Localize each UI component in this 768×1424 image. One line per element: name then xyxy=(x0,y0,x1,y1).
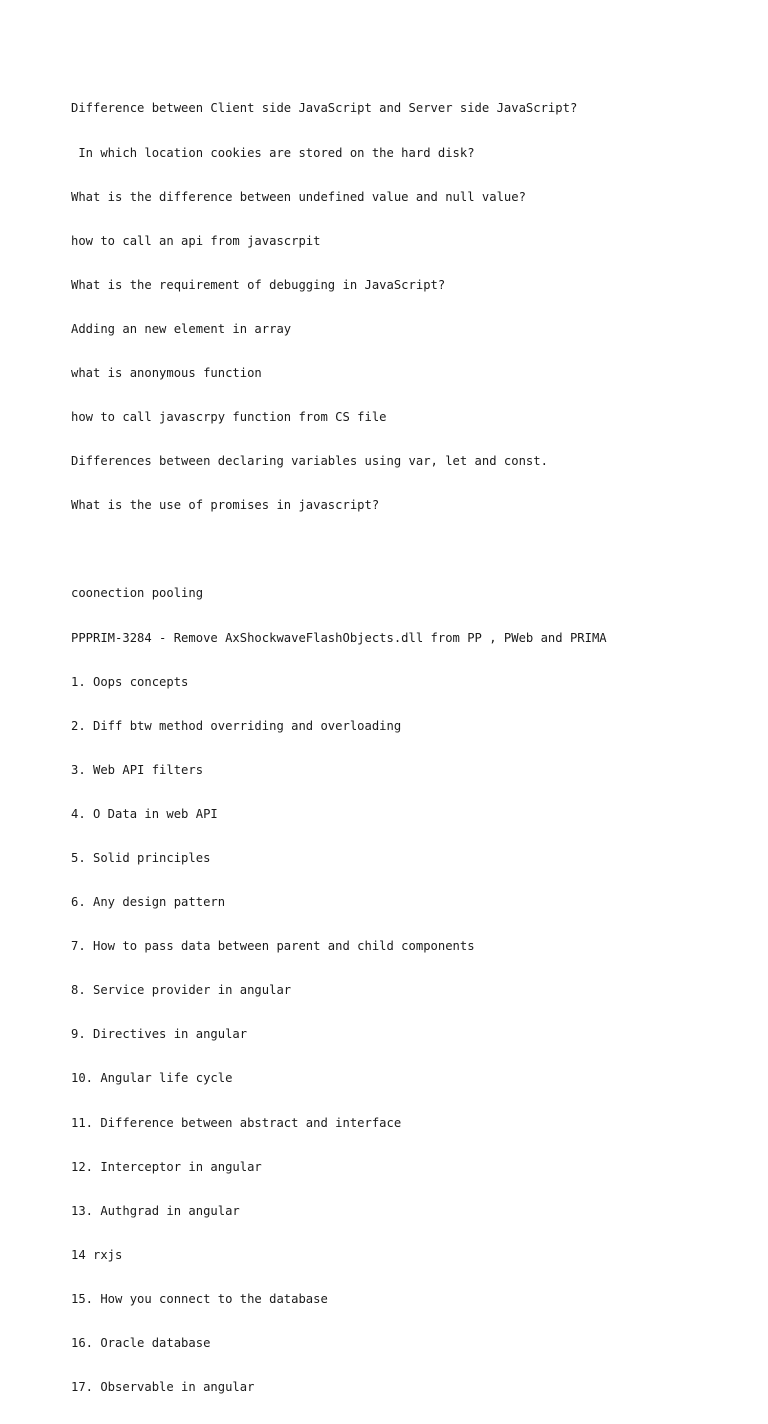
document-text xyxy=(71,72,751,1424)
topic-line: 14 rxjs xyxy=(71,1247,123,1262)
topic-line: 9. Directives in angular xyxy=(71,1027,248,1042)
topic-line: 6. Any design pattern xyxy=(71,895,226,910)
topic-line: 10. Angular life cycle xyxy=(71,1071,233,1086)
note-line: coonection pooling xyxy=(71,586,204,601)
topic-line: 17. Observable in angular xyxy=(71,1380,255,1395)
question-line: what is anonymous function xyxy=(71,365,262,380)
topic-line: 3. Web API filters xyxy=(71,762,204,777)
question-line: Difference between Client side JavaScript and Server side JavaScript? xyxy=(71,101,578,116)
topic-line: 5. Solid principles xyxy=(71,851,211,865)
note-line: PPPRIM-3284 - Remove AxShockwaveFlashObjects.dll from PP , PWeb and PRIMA xyxy=(71,630,607,645)
topic-line: 15. How you connect to the database xyxy=(71,1291,328,1306)
topic-line: 8. Service provider in angular xyxy=(71,983,292,998)
question-line: how to call javascrpy function from CS file xyxy=(71,410,387,425)
question-line: What is the requirement of debugging in JavaScript? xyxy=(71,277,446,292)
topic-line: 1. Oops concepts xyxy=(71,674,189,689)
topic-line: 16. Oracle database xyxy=(71,1336,211,1351)
question-line: In which location cookies are stored on the hard disk? xyxy=(71,145,475,160)
question-line: Differences between declaring variables using var, let and const. xyxy=(71,454,548,469)
question-line: What is the difference between undefined value and null value? xyxy=(71,189,526,204)
question-line: Adding an new element in array xyxy=(71,321,292,336)
topic-line: 13. Authgrad in angular xyxy=(71,1203,240,1218)
topic-line: 2. Diff btw method overriding and overloading xyxy=(71,718,402,733)
question-line: how to call an api from javascrpit xyxy=(71,233,321,248)
topic-line: 12. Interceptor in angular xyxy=(71,1159,262,1174)
blank-line xyxy=(71,542,751,557)
question-line: What is the use of promises in javascript? xyxy=(71,498,380,513)
topic-line: 4. O Data in web API xyxy=(71,806,218,821)
topic-line: 7. How to pass data between parent and child components xyxy=(71,939,475,954)
topic-line: 11. Difference between abstract and interface xyxy=(71,1115,402,1130)
